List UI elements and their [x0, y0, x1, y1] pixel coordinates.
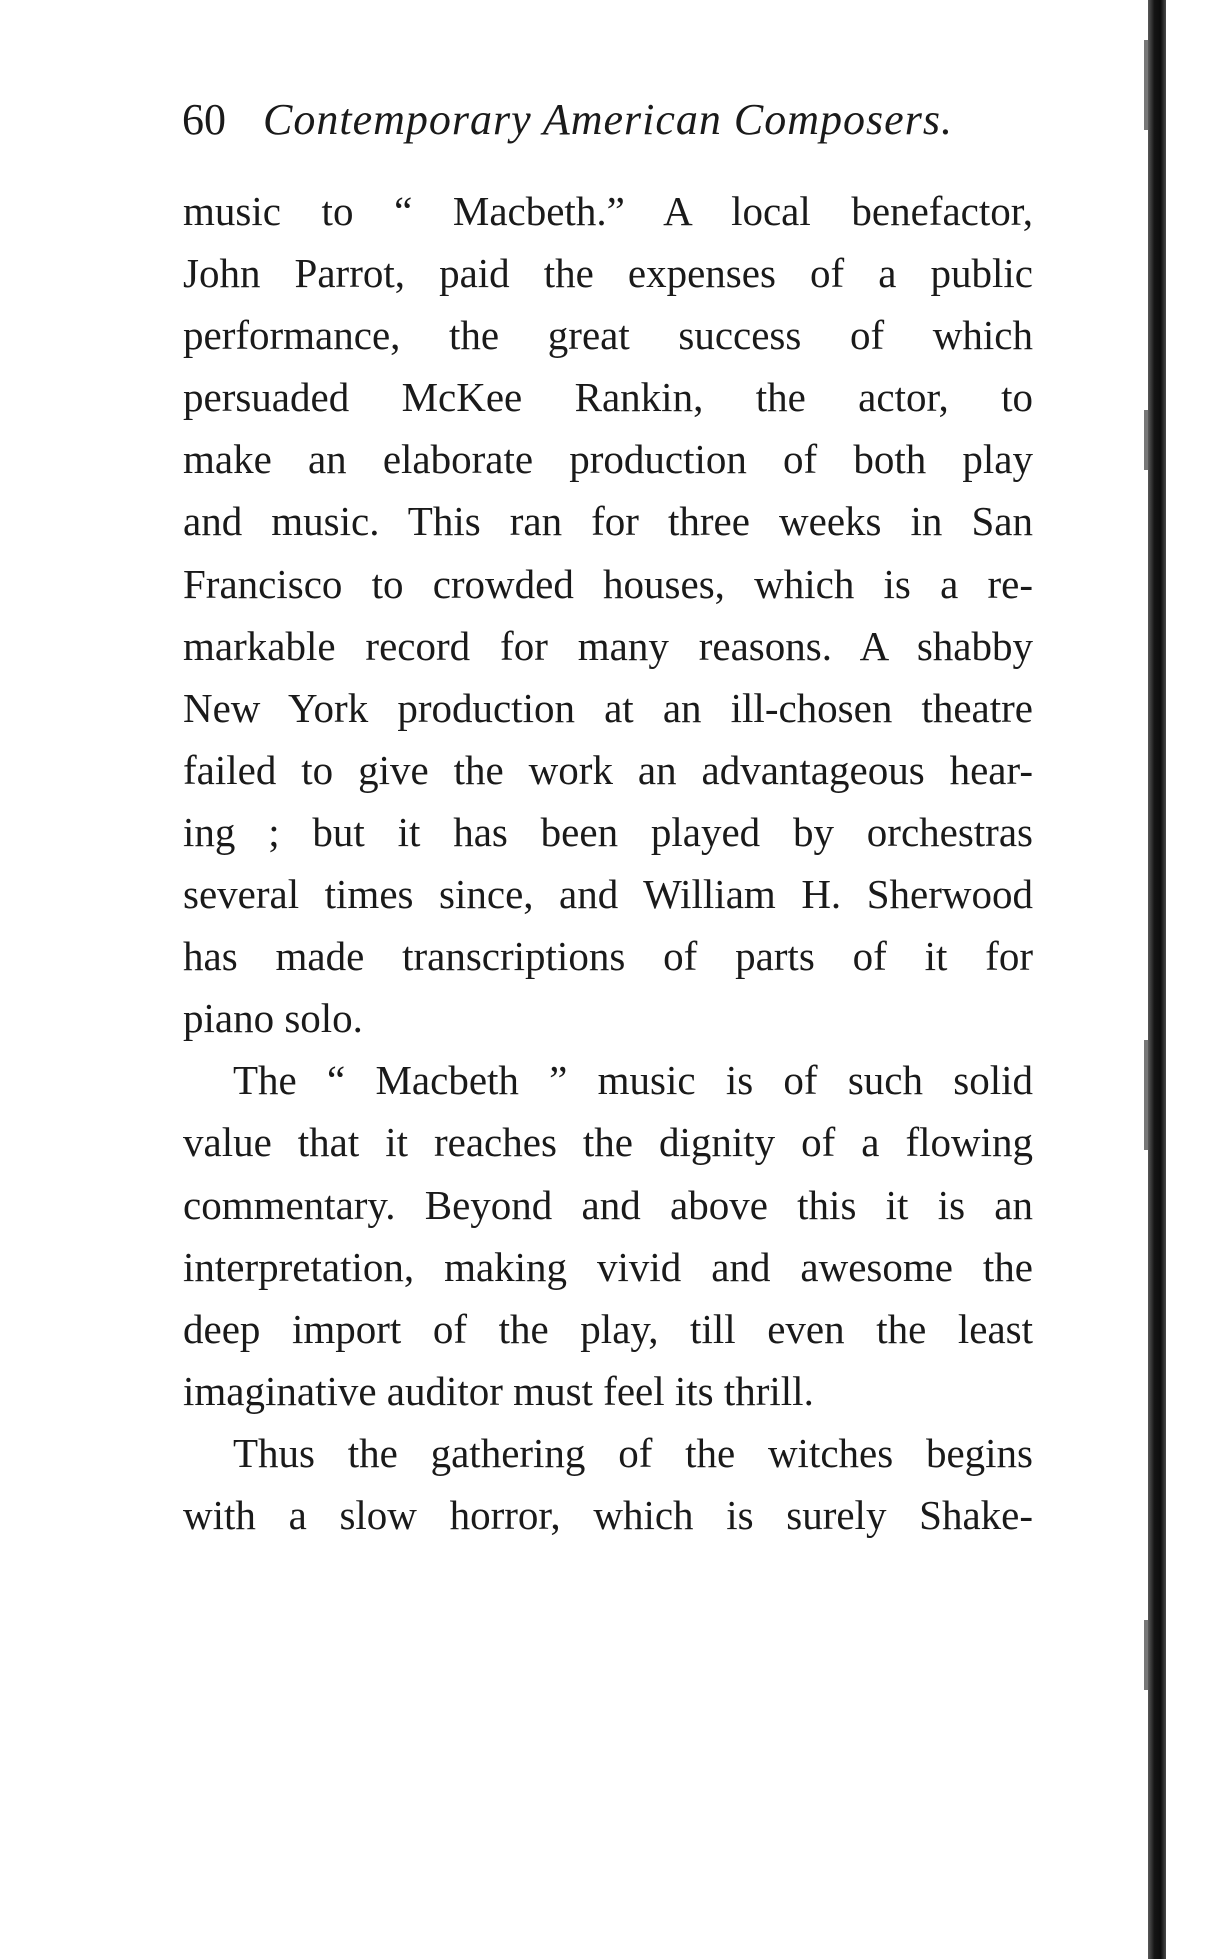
spine-edge-mark — [1144, 410, 1148, 470]
text-line: several times since, and William H. Sherwood — [183, 871, 1033, 918]
text-line: make an elaborate production of both play — [183, 436, 1033, 483]
text-line: John Parrot, paid the expenses of a public — [183, 250, 1033, 297]
text-line: The “ Macbeth ” music is of such solid — [233, 1057, 1033, 1104]
text-line: persuaded McKee Rankin, the actor, to — [183, 374, 1033, 421]
running-head — [182, 92, 953, 148]
text-line: ing ; but it has been played by orchestras — [183, 808, 1033, 855]
body-text — [183, 180, 1033, 1546]
text-line: with a slow horror, which is surely Shake- — [183, 1491, 1033, 1538]
book-spine-shadow — [1148, 0, 1166, 1959]
text-line: imaginative auditor must feel its thrill. — [183, 1367, 814, 1414]
text-line: value that it reaches the dignity of a flowing — [183, 1119, 1033, 1166]
text-line: has made transcriptions of parts of it for — [183, 933, 1033, 980]
text-line: interpretation, making vivid and awesome the — [183, 1243, 1033, 1290]
text-line: Francisco to crowded houses, which is a re- — [183, 560, 1033, 607]
page-number: 60 — [182, 95, 226, 144]
text-line: commentary. Beyond and above this it is an — [183, 1181, 1033, 1228]
text-line: music to “ Macbeth.” A local benefactor, — [183, 188, 1033, 234]
text-line: piano solo. — [183, 995, 363, 1042]
spine-edge-mark — [1144, 1620, 1148, 1690]
text-line: performance, the great success of which — [183, 312, 1033, 359]
text-line: deep import of the play, till even the least — [183, 1305, 1033, 1352]
spine-edge-mark — [1144, 1040, 1148, 1150]
text-line: markable record for many reasons. A shabby — [183, 622, 1033, 669]
text-line: and music. This ran for three weeks in San — [183, 498, 1033, 545]
spine-edge-mark — [1144, 40, 1148, 130]
text-line: failed to give the work an advantageous hear- — [183, 746, 1033, 793]
text-line: New York production at an ill-chosen theatre — [183, 684, 1033, 731]
text-line: Thus the gathering of the witches begins — [233, 1429, 1033, 1476]
running-head-title: Contemporary American Composers. — [263, 95, 953, 144]
